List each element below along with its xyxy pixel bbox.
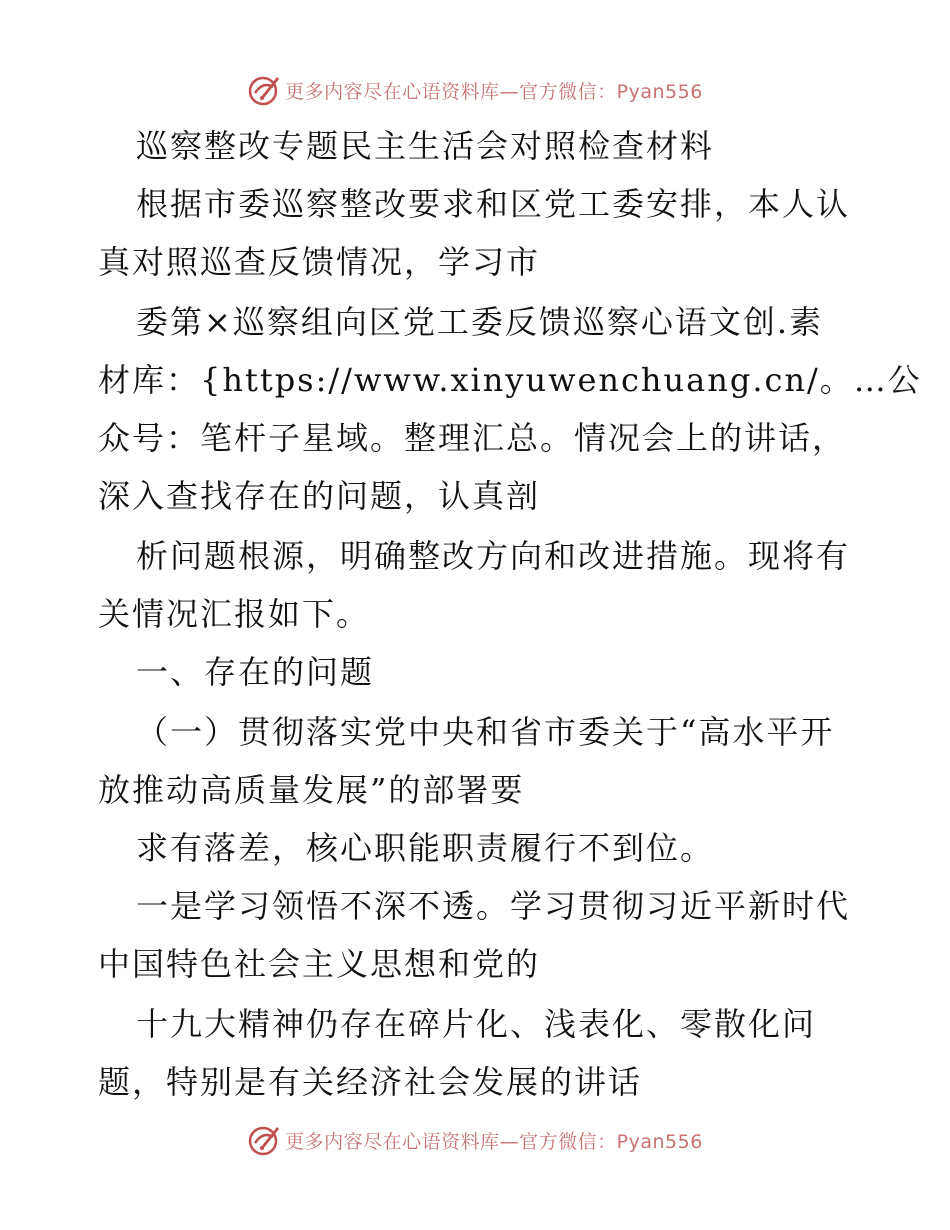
- watermark-text: 更多内容尽在心语资料库—官方微信：Pyan556: [285, 80, 703, 103]
- footer-watermark: [0, 1120, 950, 1160]
- paragraph-line: 一是学习领悟不深不透。学习贯彻习近平新时代: [136, 887, 851, 925]
- paragraph-line: 中国特色社会主义思想和党的: [98, 945, 541, 983]
- paragraph-line: 题，特别是有关经济社会发展的讲话: [98, 1063, 643, 1101]
- pen-logo-icon: [247, 1123, 281, 1157]
- paragraph-line: 关情况汇报如下。: [98, 595, 371, 633]
- watermark-text: 更多内容尽在心语资料库—官方微信：Pyan556: [285, 1130, 703, 1153]
- paragraph-line: 十九大精神仍存在碎片化、浅表化、零散化问: [136, 1005, 817, 1043]
- paragraph-line: 真对照巡查反馈情况，学习市: [98, 243, 541, 281]
- paragraph-line: 材库：{https://www.xinyuwenchuang.cn/。…公: [98, 361, 922, 399]
- section-heading: 一、存在的问题: [136, 653, 375, 691]
- pen-logo-icon: [247, 73, 281, 107]
- paragraph-line: 求有落差，核心职能职责履行不到位。: [136, 829, 715, 867]
- paragraph-line: 众号：笔杆子星域。整理汇总。情况会上的讲话，: [98, 419, 847, 457]
- paragraph-line: 委第×巡察组向区党工委反馈巡察心语文创.素: [136, 303, 823, 341]
- paragraph-line: 析问题根源，明确整改方向和改进措施。现将有: [136, 537, 851, 575]
- paragraph-line: 放推动高质量发展”的部署要: [98, 771, 525, 809]
- document-title: 巡察整改专题民主生活会对照检查材料: [136, 127, 715, 165]
- subsection-heading: （一）贯彻落实党中央和省市委关于“高水平开: [136, 713, 835, 751]
- header-watermark: [0, 70, 950, 110]
- paragraph-line: 根据市委巡察整改要求和区党工委安排，本人认: [136, 185, 851, 223]
- paragraph-line: 深入查找存在的问题，认真剖: [98, 477, 541, 515]
